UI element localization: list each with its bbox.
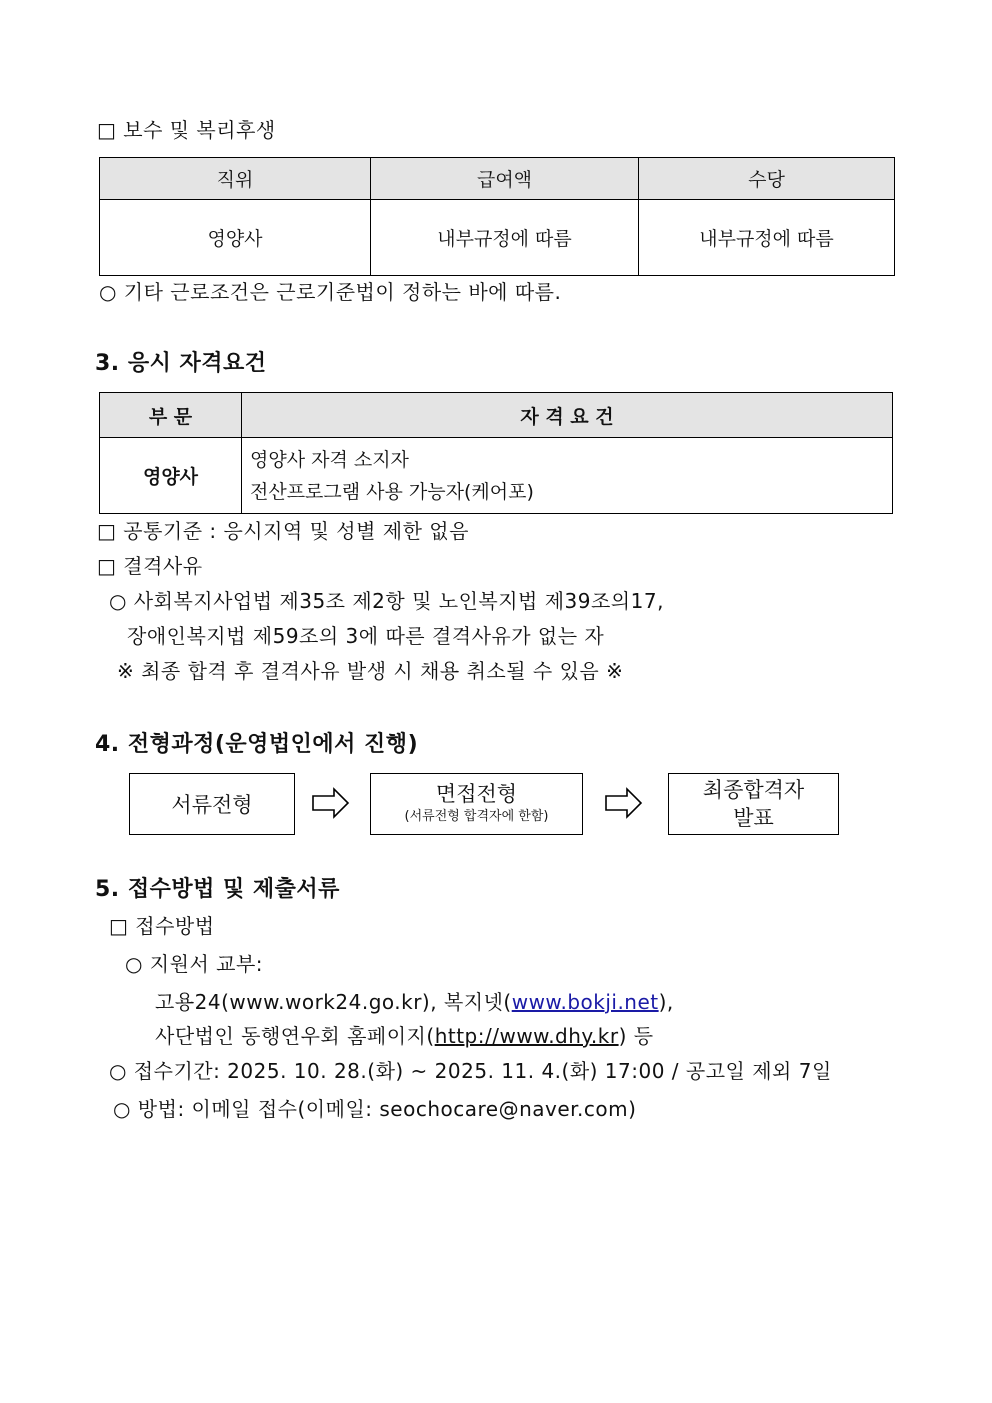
application-line-1-suffix: ), bbox=[658, 990, 674, 1014]
qual-header-dept: 부 문 bbox=[100, 393, 242, 438]
step-final-announcement bbox=[668, 773, 839, 835]
step-1-label: 서류전형 bbox=[171, 793, 253, 817]
disqualification-line-2: 장애인복지법 제59조의 3에 따른 결격사유가 없는 자 bbox=[127, 624, 605, 648]
pay-cell-salary: 내부규정에 따름 bbox=[371, 200, 639, 276]
qual-cell-dept: 영양사 bbox=[100, 438, 242, 514]
step-3-sub: 발표 bbox=[733, 806, 774, 830]
step-3-label: 최종합격자 bbox=[702, 778, 805, 802]
step-2-sub: (서류전형 합격자에 한함) bbox=[404, 809, 549, 824]
pay-note: ○ 기타 근로조건은 근로기준법이 정하는 바에 따름. bbox=[99, 280, 562, 304]
pay-cell-allowance: 내부규정에 따름 bbox=[639, 200, 895, 276]
pay-section-title: □ 보수 및 복리후생 bbox=[97, 118, 276, 142]
step-2-label: 면접전형 bbox=[435, 782, 518, 806]
disqualification-line-1: ○ 사회복지사업법 제35조 제2항 및 노인복지법 제39조의17, bbox=[109, 589, 664, 613]
pay-header-allowance: 수당 bbox=[639, 158, 895, 200]
disqualification-title: □ 결격사유 bbox=[97, 554, 203, 578]
application-line-2-suffix: ) 등 bbox=[618, 1024, 654, 1048]
section5-heading: 5. 접수방법 및 제출서류 bbox=[95, 877, 340, 902]
pay-header-position: 직위 bbox=[100, 158, 371, 200]
bokji-link[interactable]: www.bokji.net bbox=[511, 990, 659, 1014]
common-criteria: □ 공통기준 : 응시지역 및 성별 제한 없음 bbox=[97, 519, 469, 543]
disqualification-note: ※ 최종 합격 후 결격사유 발생 시 채용 취소될 수 있음 ※ bbox=[117, 659, 624, 683]
receipt-period: ○ 접수기간: 2025. 10. 28.(화) ~ 2025. 11. 4.(화) 17:00 / 공고일 제외 7일 bbox=[109, 1059, 832, 1083]
qual-cell-requirements bbox=[242, 438, 893, 514]
application-line-1 bbox=[155, 986, 674, 1015]
receipt-method-title: □ 접수방법 bbox=[109, 914, 215, 938]
right-arrow-icon bbox=[605, 787, 643, 819]
qual-req-line-1: 영양사 자격 소지자 bbox=[250, 448, 409, 471]
step-interview bbox=[370, 773, 583, 835]
application-form-label: ○ 지원서 교부: bbox=[125, 952, 264, 976]
qual-req-line-2: 전산프로그램 사용 가능자(케어포) bbox=[250, 480, 534, 503]
pay-cell-position: 영양사 bbox=[100, 200, 371, 276]
section3-heading: 3. 응시 자격요건 bbox=[95, 351, 267, 376]
qualification-table bbox=[99, 392, 893, 514]
right-arrow-icon bbox=[312, 787, 350, 819]
qual-header-requirements: 자 격 요 건 bbox=[242, 393, 893, 438]
pay-header-salary: 급여액 bbox=[371, 158, 639, 200]
receipt-method: ○ 방법: 이메일 접수(이메일: seochocare@naver.com) bbox=[113, 1097, 637, 1121]
application-line-1-prefix: 고용24(www.work24.go.kr), 복지넷( bbox=[155, 990, 512, 1014]
application-line-2 bbox=[155, 1020, 654, 1049]
pay-table bbox=[99, 157, 895, 276]
step-document-screening bbox=[129, 773, 295, 835]
application-line-2-prefix: 사단법인 동행연우회 홈페이지( bbox=[155, 1024, 435, 1048]
dhy-link[interactable]: http://www.dhy.kr bbox=[434, 1024, 619, 1048]
section4-heading: 4. 전형과정(운영법인에서 진행) bbox=[95, 732, 419, 757]
